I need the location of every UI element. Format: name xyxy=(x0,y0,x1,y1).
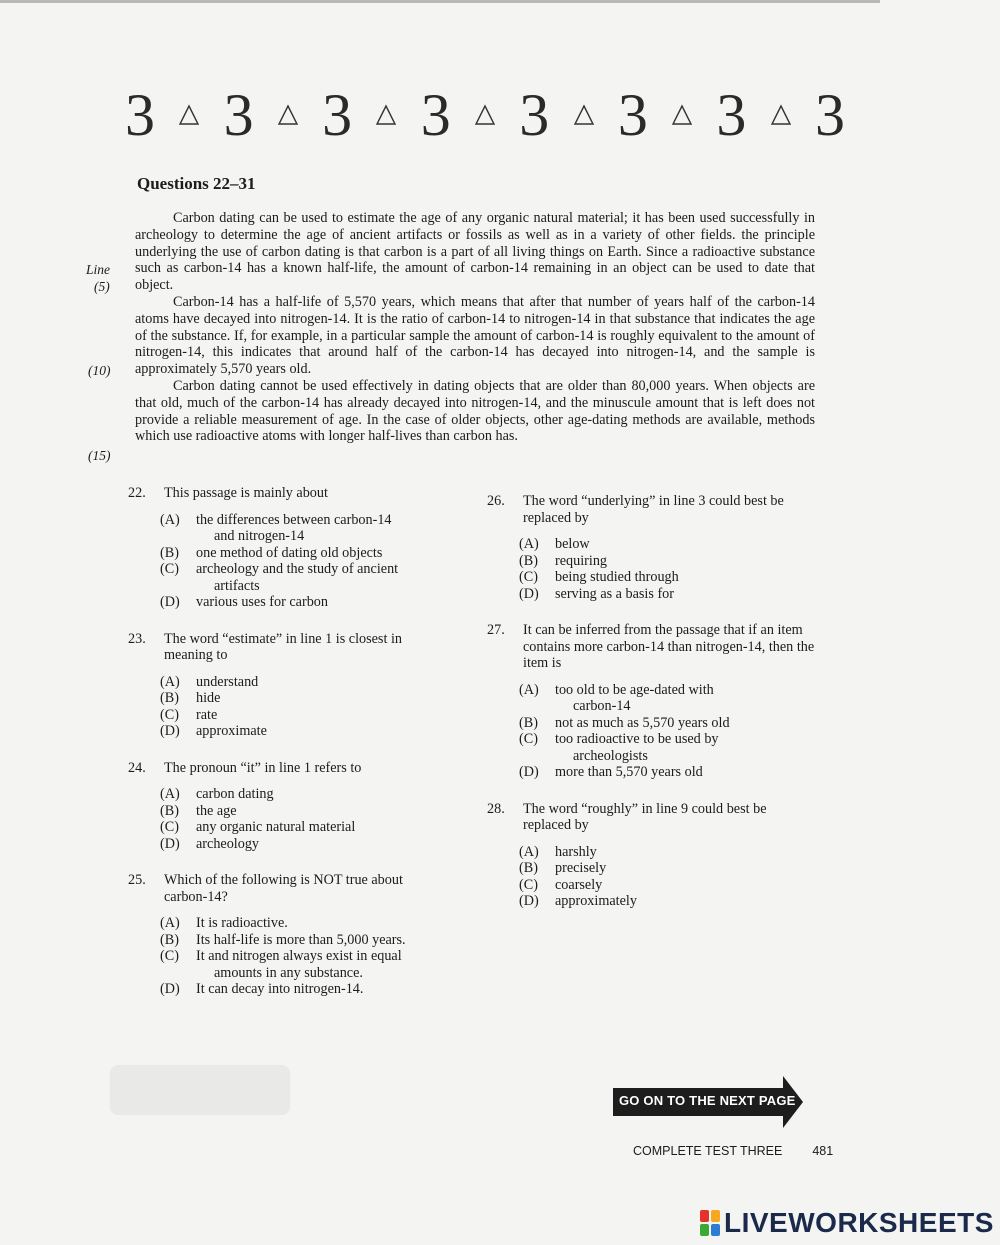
answer-option[interactable] xyxy=(160,674,448,691)
option-text xyxy=(196,561,448,594)
option-text xyxy=(196,932,448,949)
brand-name: LIVEWORKSHEETS xyxy=(724,1207,994,1238)
answer-options xyxy=(519,536,817,602)
section-number: 3 xyxy=(814,82,845,148)
option-text xyxy=(196,723,448,740)
triangle-icon xyxy=(375,104,397,126)
line-marker-15: (15) xyxy=(88,448,111,463)
reading-passage xyxy=(135,210,815,445)
question-item xyxy=(487,801,817,910)
option-text xyxy=(196,690,448,707)
line-marker-label: Line xyxy=(86,262,111,277)
option-text-main: too radioactive to be used by xyxy=(555,731,719,747)
answer-option[interactable] xyxy=(160,690,448,707)
option-text xyxy=(555,715,817,732)
option-text-main: too old to be age-dated with xyxy=(555,681,714,698)
question-text: The word “roughly” in line 9 could best be replaced by xyxy=(523,800,767,833)
option-text-main: serving as a basis for xyxy=(555,585,674,602)
option-text xyxy=(196,786,448,803)
question-item xyxy=(487,493,817,602)
option-letter: (C) xyxy=(160,561,179,577)
option-letter: (B) xyxy=(519,714,538,731)
option-text xyxy=(555,682,817,715)
option-text-main: being studied through xyxy=(555,569,679,585)
question-item xyxy=(128,760,448,853)
answer-option[interactable] xyxy=(519,860,817,877)
question-stem xyxy=(487,493,817,526)
option-text-main: archeology xyxy=(196,835,260,852)
option-letter: (B) xyxy=(519,552,538,569)
section-number: 3 xyxy=(617,82,648,148)
answer-options xyxy=(519,682,817,781)
question-text: This passage is mainly about xyxy=(164,485,328,501)
scan-smudge xyxy=(110,1065,290,1115)
answer-option[interactable] xyxy=(160,561,448,594)
section-number: 3 xyxy=(223,82,254,148)
next-page-arrow xyxy=(613,1076,803,1128)
questions-column-right xyxy=(487,493,817,930)
answer-option[interactable] xyxy=(519,893,817,910)
option-text-main: harshly xyxy=(555,843,597,860)
option-text xyxy=(196,836,448,853)
option-text-continued: archeologists xyxy=(573,747,648,764)
section-number: 3 xyxy=(519,82,550,148)
liveworksheets-logo xyxy=(700,1207,994,1239)
page-number: 481 xyxy=(812,1144,834,1158)
option-letter: (A) xyxy=(519,843,539,860)
option-text xyxy=(555,586,817,603)
option-text xyxy=(196,594,448,611)
question-stem xyxy=(487,801,817,834)
option-text-main: Its half-life is more than 5,000 years. xyxy=(196,931,406,948)
option-letter: (D) xyxy=(160,981,180,997)
option-text xyxy=(196,707,448,724)
option-letter: (A) xyxy=(160,786,180,802)
question-text: The word “estimate” in line 1 is closest in meaning to xyxy=(164,630,402,663)
option-text-main: more than 5,570 years old xyxy=(555,764,703,780)
question-stem xyxy=(128,760,448,777)
option-text xyxy=(555,877,817,894)
option-text xyxy=(196,819,448,836)
question-text: Which of the following is NOT true about carbon-14? xyxy=(164,872,403,905)
question-number: 28. xyxy=(487,800,505,817)
answer-option[interactable] xyxy=(519,586,817,603)
page-footer xyxy=(633,1144,833,1158)
triangle-icon xyxy=(671,104,693,126)
option-text xyxy=(196,803,448,820)
option-letter: (A) xyxy=(519,536,539,552)
option-letter: (B) xyxy=(160,931,179,948)
question-number: 25. xyxy=(128,872,146,888)
answer-option[interactable] xyxy=(160,545,448,562)
next-page-label: GO ON TO THE NEXT PAGE xyxy=(619,1093,796,1108)
option-text-main: the differences between carbon-14 xyxy=(196,511,392,528)
option-text-main: It can decay into nitrogen-14. xyxy=(196,981,364,997)
option-text-main: the age xyxy=(196,802,237,819)
option-text-main: rate xyxy=(196,706,218,723)
question-text: The pronoun “it” in line 1 refers to xyxy=(164,759,362,776)
option-letter: (C) xyxy=(519,876,538,893)
option-text-main: one method of dating old objects xyxy=(196,544,383,561)
section-number: 3 xyxy=(125,82,155,148)
questions-heading: Questions 22–31 xyxy=(137,174,256,193)
option-letter: (A) xyxy=(160,673,180,690)
answer-option[interactable] xyxy=(519,553,817,570)
option-letter: (D) xyxy=(160,835,180,852)
answer-option[interactable] xyxy=(160,932,448,949)
logo-squares-icon xyxy=(700,1210,720,1236)
option-text xyxy=(196,674,448,691)
triangle-icon xyxy=(277,104,299,126)
option-text-main: hide xyxy=(196,690,221,706)
answer-option[interactable] xyxy=(160,836,448,853)
option-text-continued: carbon-14 xyxy=(573,698,631,714)
option-text xyxy=(555,893,817,910)
option-text-main: approximately xyxy=(555,893,637,909)
test-name: COMPLETE TEST THREE xyxy=(633,1144,783,1158)
answer-option[interactable] xyxy=(519,844,817,861)
section-number: 3 xyxy=(716,82,747,148)
option-text-main: various uses for carbon xyxy=(196,594,328,610)
option-text xyxy=(555,844,817,861)
answer-options xyxy=(519,844,817,910)
option-text xyxy=(196,915,448,932)
answer-option[interactable] xyxy=(160,803,448,820)
answer-options xyxy=(160,674,448,740)
passage-paragraph-2: Carbon-14 has a half-life of 5,570 years, which means that after that number of years half of the carbon-14 atoms have decayed into nitrogen-14. It is the ratio of carbon-14 to nitrogen-14 in that substance that indicates the age of the substance. If, for example, in a particular sample the amount of carbon-14 is roughly equivalent to the amount of nitrogen-14, this indicates that around half of the carbon-14 has decayed into nitrogen-14, and the sample is approximately 5,570 years old. xyxy=(135,293,815,378)
answer-option[interactable] xyxy=(160,948,448,981)
option-text-main: coarsely xyxy=(555,876,603,893)
option-letter: (C) xyxy=(519,569,538,585)
option-text xyxy=(196,512,448,545)
option-text xyxy=(196,981,448,998)
option-letter: (A) xyxy=(160,915,180,931)
option-letter: (C) xyxy=(160,948,179,964)
logo-square xyxy=(711,1210,720,1222)
top-rule xyxy=(0,0,880,3)
option-text xyxy=(196,948,448,981)
option-text xyxy=(555,536,817,553)
answer-options xyxy=(160,786,448,852)
question-item xyxy=(487,622,817,781)
option-letter: (D) xyxy=(519,764,539,780)
answer-option[interactable] xyxy=(160,981,448,998)
option-text-main: precisely xyxy=(555,860,607,876)
question-number: 26. xyxy=(487,493,505,509)
question-number: 23. xyxy=(128,630,146,647)
option-text xyxy=(555,860,817,877)
question-number: 22. xyxy=(128,485,146,501)
triangle-icon xyxy=(573,104,595,126)
triangle-icon xyxy=(178,104,200,126)
passage-paragraph-3: Carbon dating cannot be used effectively in dating objects that are older than 80,000 years. When objects are that old, much of the carbon-14 has already decayed into nitrogen-14, and the minuscule amount that is left does not provide a reliable measurement of age. In the case of older objects, other age-dating methods are available, methods which use radioactive atoms with longer half-lives than carbon has. xyxy=(135,377,815,445)
answer-option[interactable] xyxy=(160,819,448,836)
question-item xyxy=(128,872,448,998)
passage-paragraph-1: Carbon dating can be used to estimate the age of any organic natural material; it has been used successfully in archeology to determine the age of ancient artifacts or fossils as well as in a variety of other fields. the principle underlying the use of carbon dating is that carbon is a part of all living things on Earth. Since a radioactive substance such as carbon-14 has a known half-life, the amount of carbon-14 remaining in an object can be used to date that object. xyxy=(135,210,815,294)
option-text xyxy=(555,553,817,570)
answer-option[interactable] xyxy=(519,569,817,586)
option-text-continued: artifacts xyxy=(214,577,260,594)
line-marker-10: (10) xyxy=(88,363,111,378)
answer-option[interactable] xyxy=(519,715,817,732)
option-text-main: below xyxy=(555,536,590,552)
question-stem xyxy=(128,485,448,502)
option-letter: (C) xyxy=(519,731,538,747)
option-letter: (D) xyxy=(160,594,180,610)
option-text-main: archeology and the study of ancient xyxy=(196,561,399,577)
question-text: It can be inferred from the passage that if an item contains more carbon-14 than nitrogen-14, then the item is xyxy=(523,622,815,671)
option-text-main: requiring xyxy=(555,552,608,569)
option-letter: (A) xyxy=(160,511,180,528)
answer-option[interactable] xyxy=(519,764,817,781)
option-text-main: approximate xyxy=(196,723,267,739)
answer-options xyxy=(160,915,448,998)
answer-options xyxy=(160,512,448,611)
option-text-continued: amounts in any substance. xyxy=(214,964,363,981)
option-letter: (D) xyxy=(160,723,180,739)
answer-option[interactable] xyxy=(160,707,448,724)
answer-option[interactable] xyxy=(519,536,817,553)
answer-option[interactable] xyxy=(519,877,817,894)
section-banner xyxy=(125,80,845,150)
option-text-main: not as much as 5,570 years old xyxy=(555,714,730,731)
answer-option[interactable] xyxy=(160,512,448,545)
option-text xyxy=(196,545,448,562)
option-letter: (B) xyxy=(160,802,179,819)
question-number: 24. xyxy=(128,759,146,776)
triangle-icon xyxy=(770,104,792,126)
answer-option[interactable] xyxy=(160,786,448,803)
logo-square xyxy=(700,1210,709,1222)
logo-square xyxy=(700,1224,709,1236)
option-text xyxy=(555,764,817,781)
option-letter: (B) xyxy=(519,860,538,876)
option-text-main: any organic natural material xyxy=(196,819,356,835)
answer-option[interactable] xyxy=(160,594,448,611)
section-number: 3 xyxy=(420,82,451,148)
questions-column-left xyxy=(128,485,448,1018)
question-stem xyxy=(487,622,817,672)
question-text: The word “underlying” in line 3 could best be replaced by xyxy=(523,493,784,526)
question-number: 27. xyxy=(487,622,505,638)
option-text-continued: and nitrogen-14 xyxy=(214,528,305,544)
question-stem xyxy=(128,872,448,905)
option-text xyxy=(555,731,817,764)
answer-option[interactable] xyxy=(160,915,448,932)
option-letter: (B) xyxy=(160,690,179,706)
option-letter: (B) xyxy=(160,544,179,561)
option-letter: (C) xyxy=(160,706,179,723)
line-marker-5: (5) xyxy=(94,279,110,294)
logo-square xyxy=(711,1224,720,1236)
question-item xyxy=(128,631,448,740)
question-stem xyxy=(128,631,448,664)
answer-option[interactable] xyxy=(160,723,448,740)
option-text-main: understand xyxy=(196,673,259,690)
option-letter: (D) xyxy=(519,893,539,909)
option-text-main: It is radioactive. xyxy=(196,915,288,931)
question-item xyxy=(128,485,448,611)
section-number: 3 xyxy=(322,82,353,148)
option-letter: (A) xyxy=(519,681,539,698)
option-text-main: carbon dating xyxy=(196,786,274,802)
triangle-icon xyxy=(474,104,496,126)
option-text-main: It and nitrogen always exist in equal xyxy=(196,948,402,964)
option-text xyxy=(555,569,817,586)
answer-option[interactable] xyxy=(519,682,817,715)
answer-option[interactable] xyxy=(519,731,817,764)
option-letter: (D) xyxy=(519,585,539,602)
option-letter: (C) xyxy=(160,819,179,835)
